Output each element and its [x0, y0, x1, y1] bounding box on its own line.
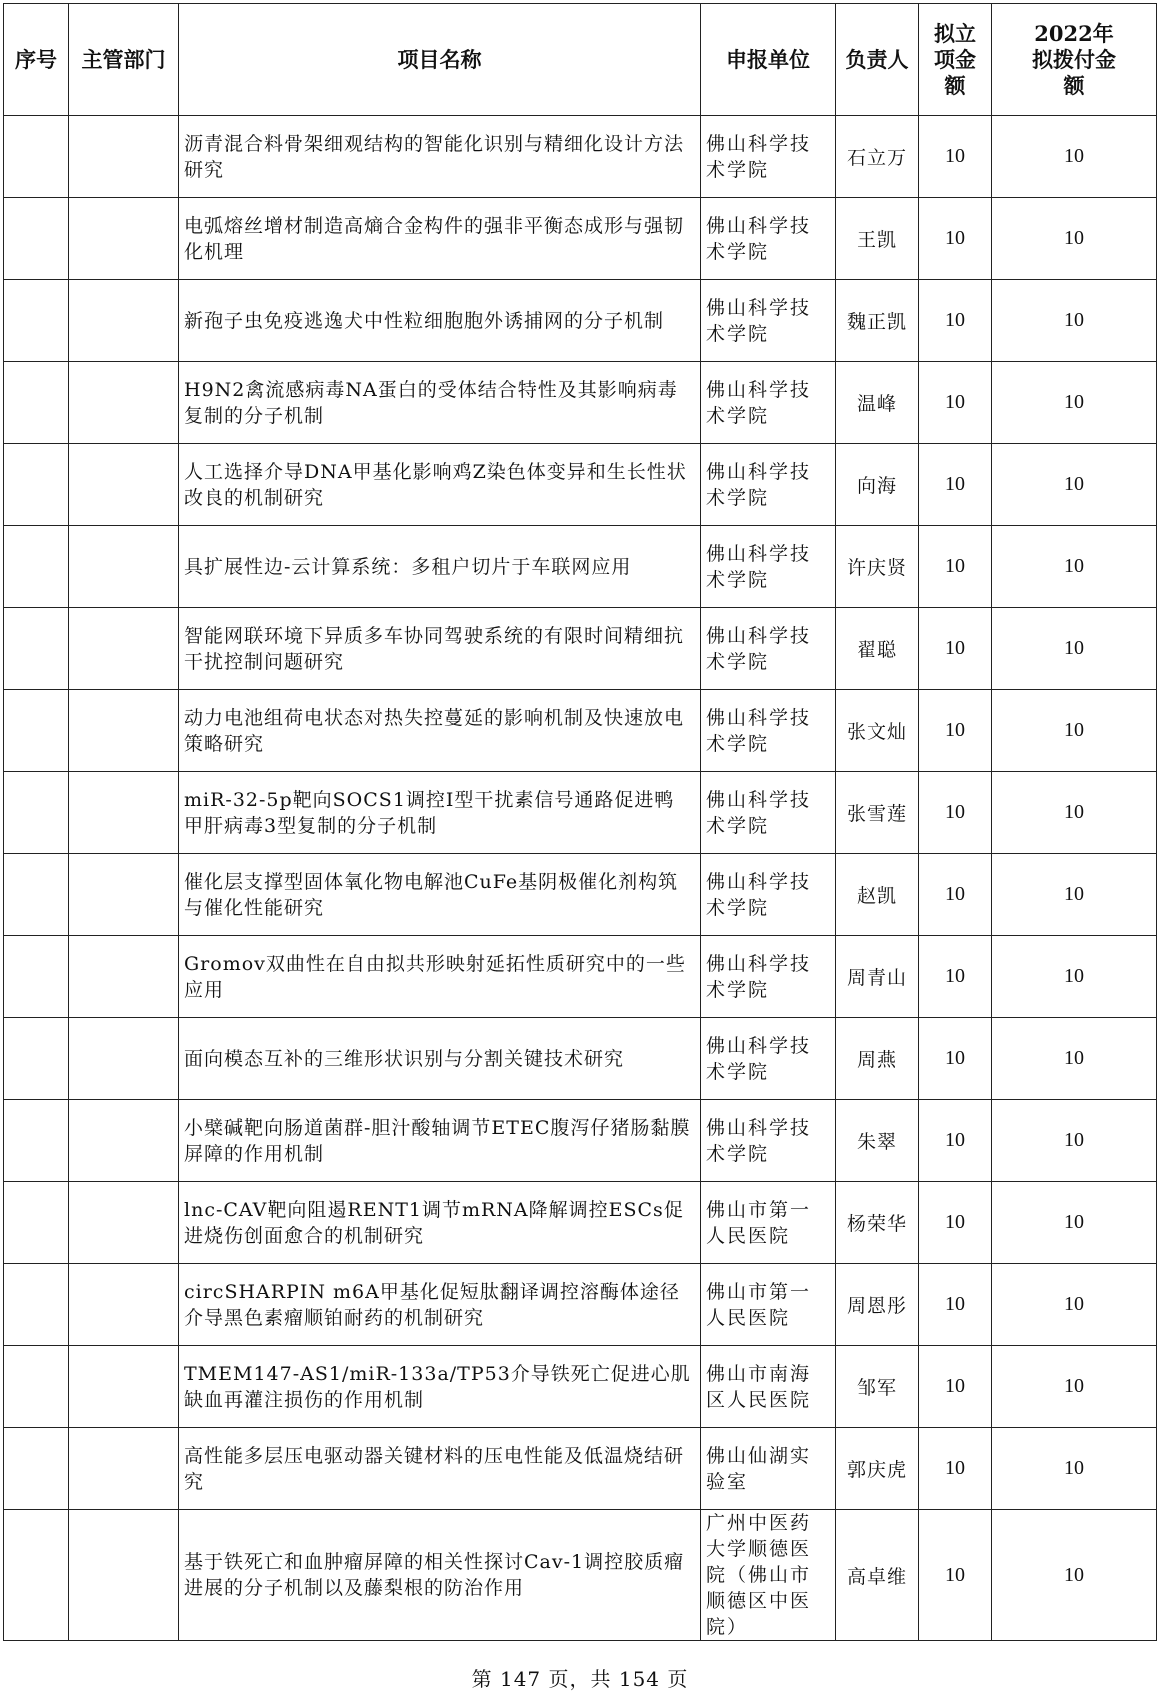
cell-leader: 张文灿: [836, 690, 919, 772]
cell-allocated-amount: 10: [992, 526, 1157, 608]
cell-allocated-amount: 10: [992, 1018, 1157, 1100]
cell-seq: [4, 198, 69, 280]
cell-allocated-amount: 10: [992, 608, 1157, 690]
table-row: [4, 1182, 1157, 1264]
cell-seq: [4, 1346, 69, 1428]
cell-allocated-amount: 10: [992, 198, 1157, 280]
cell-dept: [69, 1018, 179, 1100]
cell-dept: [69, 1510, 179, 1641]
cell-unit: 佛山科学技术学院: [701, 1018, 836, 1100]
cell-allocated-amount: 10: [992, 1100, 1157, 1182]
cell-seq: [4, 690, 69, 772]
cell-seq: [4, 1264, 69, 1346]
cell-dept: [69, 362, 179, 444]
cell-dept: [69, 690, 179, 772]
cell-allocated-amount: 10: [992, 280, 1157, 362]
cell-leader: 赵凯: [836, 854, 919, 936]
table-row: [4, 936, 1157, 1018]
cell-unit: 佛山科学技术学院: [701, 772, 836, 854]
cell-unit: 佛山科学技术学院: [701, 854, 836, 936]
cell-dept: [69, 1264, 179, 1346]
cell-approved-amount: 10: [919, 772, 992, 854]
table-row: [4, 1510, 1157, 1641]
cell-dept: [69, 1346, 179, 1428]
header-unit: 申报单位: [701, 4, 836, 116]
cell-project-name: TMEM147-AS1/miR-133a/TP53介导铁死亡促进心肌缺血再灌注损伤的作用机制: [179, 1346, 701, 1428]
cell-project-name: 催化层支撑型固体氧化物电解池CuFe基阴极催化剂构筑与催化性能研究: [179, 854, 701, 936]
cell-project-name: miR-32-5p靶向SOCS1调控I型干扰素信号通路促进鸭甲肝病毒3型复制的分子机制: [179, 772, 701, 854]
cell-dept: [69, 1182, 179, 1264]
table-row: [4, 608, 1157, 690]
header-approved: 拟立项金额: [919, 4, 992, 116]
cell-project-name: 面向模态互补的三维形状识别与分割关键技术研究: [179, 1018, 701, 1100]
cell-unit: 佛山科学技术学院: [701, 1100, 836, 1182]
cell-seq: [4, 526, 69, 608]
cell-seq: [4, 772, 69, 854]
cell-dept: [69, 526, 179, 608]
cell-leader: 高卓维: [836, 1510, 919, 1641]
cell-allocated-amount: 10: [992, 936, 1157, 1018]
cell-project-name: 动力电池组荷电状态对热失控蔓延的影响机制及快速放电策略研究: [179, 690, 701, 772]
cell-allocated-amount: 10: [992, 1182, 1157, 1264]
cell-allocated-amount: 10: [992, 690, 1157, 772]
cell-seq: [4, 608, 69, 690]
cell-unit: 佛山仙湖实验室: [701, 1428, 836, 1510]
header-seq: 序号: [4, 4, 69, 116]
cell-project-name: H9N2禽流感病毒NA蛋白的受体结合特性及其影响病毒复制的分子机制: [179, 362, 701, 444]
cell-allocated-amount: 10: [992, 1346, 1157, 1428]
table-row: [4, 772, 1157, 854]
cell-approved-amount: 10: [919, 854, 992, 936]
cell-seq: [4, 936, 69, 1018]
cell-allocated-amount: 10: [992, 1264, 1157, 1346]
cell-approved-amount: 10: [919, 1018, 992, 1100]
cell-leader: 魏正凯: [836, 280, 919, 362]
cell-project-name: 高性能多层压电驱动器关键材料的压电性能及低温烧结研究: [179, 1428, 701, 1510]
table-row: [4, 854, 1157, 936]
cell-unit: 佛山科学技术学院: [701, 116, 836, 198]
cell-leader: 邹军: [836, 1346, 919, 1428]
table-row: [4, 1018, 1157, 1100]
cell-unit: 佛山科学技术学院: [701, 280, 836, 362]
cell-leader: 张雪莲: [836, 772, 919, 854]
cell-approved-amount: 10: [919, 1182, 992, 1264]
cell-approved-amount: 10: [919, 1100, 992, 1182]
cell-approved-amount: 10: [919, 936, 992, 1018]
cell-approved-amount: 10: [919, 1264, 992, 1346]
cell-dept: [69, 444, 179, 526]
header-allocated: 2022年拟拨付金额: [992, 4, 1157, 116]
cell-project-name: circSHARPIN m6A甲基化促短肽翻译调控溶酶体途径介导黑色素瘤顺铂耐药的机制研究: [179, 1264, 701, 1346]
cell-leader: 王凯: [836, 198, 919, 280]
cell-leader: 郭庆虎: [836, 1428, 919, 1510]
cell-approved-amount: 10: [919, 116, 992, 198]
cell-dept: [69, 116, 179, 198]
cell-project-name: 基于铁死亡和血肿瘤屏障的相关性探讨Cav-1调控胶质瘤进展的分子机制以及藤梨根的防治作用: [179, 1510, 701, 1641]
cell-allocated-amount: 10: [992, 1510, 1157, 1641]
cell-leader: 朱翠: [836, 1100, 919, 1182]
cell-project-name: Gromov双曲性在自由拟共形映射延拓性质研究中的一些应用: [179, 936, 701, 1018]
table-row: [4, 1428, 1157, 1510]
cell-leader: 温峰: [836, 362, 919, 444]
cell-leader: 周燕: [836, 1018, 919, 1100]
cell-unit: 佛山市第一人民医院: [701, 1264, 836, 1346]
cell-seq: [4, 362, 69, 444]
table-row: [4, 1346, 1157, 1428]
table-row: [4, 362, 1157, 444]
cell-leader: 周青山: [836, 936, 919, 1018]
cell-dept: [69, 772, 179, 854]
cell-seq: [4, 444, 69, 526]
cell-seq: [4, 116, 69, 198]
cell-unit: 佛山科学技术学院: [701, 936, 836, 1018]
table-row: [4, 1264, 1157, 1346]
table-row: [4, 116, 1157, 198]
cell-approved-amount: 10: [919, 608, 992, 690]
cell-approved-amount: 10: [919, 1346, 992, 1428]
cell-unit: 佛山科学技术学院: [701, 526, 836, 608]
cell-dept: [69, 1100, 179, 1182]
cell-project-name: 具扩展性边-云计算系统：多租户切片于车联网应用: [179, 526, 701, 608]
cell-approved-amount: 10: [919, 280, 992, 362]
table-row: [4, 444, 1157, 526]
cell-approved-amount: 10: [919, 1428, 992, 1510]
header-name: 项目名称: [179, 4, 701, 116]
cell-dept: [69, 1428, 179, 1510]
cell-approved-amount: 10: [919, 690, 992, 772]
cell-project-name: 新孢子虫免疫逃逸犬中性粒细胞胞外诱捕网的分子机制: [179, 280, 701, 362]
cell-unit: 佛山科学技术学院: [701, 362, 836, 444]
cell-seq: [4, 1510, 69, 1641]
cell-allocated-amount: 10: [992, 1428, 1157, 1510]
cell-leader: 向海: [836, 444, 919, 526]
cell-project-name: 人工选择介导DNA甲基化影响鸡Z染色体变异和生长性状改良的机制研究: [179, 444, 701, 526]
project-table: [3, 3, 1157, 1641]
cell-allocated-amount: 10: [992, 772, 1157, 854]
cell-approved-amount: 10: [919, 198, 992, 280]
cell-unit: 广州中医药大学顺德医院（佛山市顺德区中医院）: [701, 1510, 836, 1641]
cell-project-name: 智能网联环境下异质多车协同驾驶系统的有限时间精细抗干扰控制问题研究: [179, 608, 701, 690]
cell-unit: 佛山市第一人民医院: [701, 1182, 836, 1264]
cell-seq: [4, 854, 69, 936]
cell-project-name: lnc-CAV靶向阻遏RENT1调节mRNA降解调控ESCs促进烧伤创面愈合的机制研究: [179, 1182, 701, 1264]
cell-unit: 佛山市南海区人民医院: [701, 1346, 836, 1428]
cell-leader: 石立万: [836, 116, 919, 198]
cell-seq: [4, 1182, 69, 1264]
cell-approved-amount: 10: [919, 362, 992, 444]
cell-approved-amount: 10: [919, 1510, 992, 1641]
table-row: [4, 690, 1157, 772]
cell-unit: 佛山科学技术学院: [701, 608, 836, 690]
cell-unit: 佛山科学技术学院: [701, 198, 836, 280]
table-row: [4, 1100, 1157, 1182]
table-row: [4, 198, 1157, 280]
cell-allocated-amount: 10: [992, 854, 1157, 936]
cell-approved-amount: 10: [919, 444, 992, 526]
cell-unit: 佛山科学技术学院: [701, 690, 836, 772]
header-leader: 负责人: [836, 4, 919, 116]
cell-dept: [69, 854, 179, 936]
cell-leader: 许庆贤: [836, 526, 919, 608]
header-row: [4, 4, 1157, 116]
cell-project-name: 电弧熔丝增材制造高熵合金构件的强非平衡态成形与强韧化机理: [179, 198, 701, 280]
cell-leader: 周恩彤: [836, 1264, 919, 1346]
cell-allocated-amount: 10: [992, 444, 1157, 526]
cell-allocated-amount: 10: [992, 362, 1157, 444]
header-dept: 主管部门: [69, 4, 179, 116]
cell-seq: [4, 1100, 69, 1182]
page-footer: 第 147 页，共 154 页: [471, 1667, 689, 1691]
cell-unit: 佛山科学技术学院: [701, 444, 836, 526]
cell-dept: [69, 936, 179, 1018]
cell-leader: 翟聪: [836, 608, 919, 690]
cell-leader: 杨荣华: [836, 1182, 919, 1264]
cell-project-name: 小檗碱靶向肠道菌群-胆汁酸轴调节ETEC腹泻仔猪肠黏膜屏障的作用机制: [179, 1100, 701, 1182]
cell-dept: [69, 608, 179, 690]
cell-dept: [69, 198, 179, 280]
cell-seq: [4, 280, 69, 362]
table-row: [4, 526, 1157, 608]
cell-seq: [4, 1428, 69, 1510]
cell-seq: [4, 1018, 69, 1100]
cell-approved-amount: 10: [919, 526, 992, 608]
cell-allocated-amount: 10: [992, 116, 1157, 198]
cell-dept: [69, 280, 179, 362]
table-row: [4, 280, 1157, 362]
cell-project-name: 沥青混合料骨架细观结构的智能化识别与精细化设计方法研究: [179, 116, 701, 198]
